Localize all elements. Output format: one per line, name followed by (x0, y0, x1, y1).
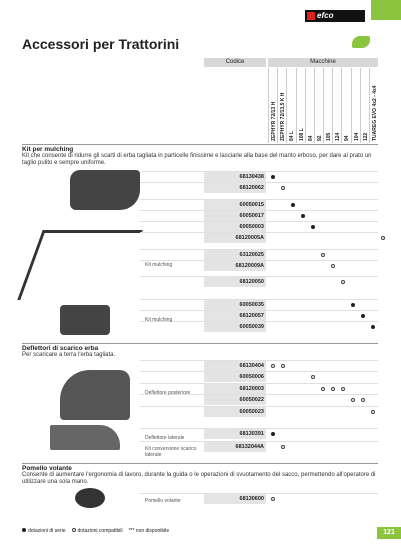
machine-name: 84 (307, 135, 314, 141)
optional-mark-icon (72, 528, 76, 532)
machine-col-header (277, 68, 286, 143)
optional-mark-icon (341, 387, 345, 391)
machine-name: 84 L (289, 130, 296, 141)
machine-name: TUAREG EVO 4x2 - 4x4 (371, 85, 378, 141)
section-title: Kit per mulching (22, 144, 378, 153)
standard-mark-icon (301, 214, 305, 218)
product-code: 68130438 (239, 174, 264, 180)
machine-headers (268, 68, 378, 143)
machine-col-header (305, 68, 314, 143)
table-row (140, 406, 378, 417)
product-code: 60050023 (239, 409, 264, 415)
table-row (140, 210, 378, 221)
rear-deflector-image (60, 370, 130, 420)
row-group-label: Kit mulching (145, 317, 173, 323)
product-code: 68120057 (239, 313, 264, 319)
section-desc: Kit che consente di ridurre gli scarti di erba tagliata in particelle finissime e lasciarle alla base del manto erboso, per dare al prato un taglio pulito e sempre uniforme. (22, 153, 372, 166)
product-code: 60050017 (239, 213, 264, 219)
green-corner-tab (371, 0, 401, 20)
section-desc: Consente di aumentare l'ergonomia di lavoro, durante la guida o le operazioni di svuotamento del sacco, permettendo all'operatore di utilizzare una sola mano. (22, 472, 376, 485)
header-macchine: Macchine (268, 58, 378, 67)
machine-name: 108 L (298, 128, 305, 141)
table-row (140, 221, 378, 232)
section-kit-mulching (22, 144, 378, 167)
standard-mark-icon (291, 203, 295, 207)
product-code: 68120003 (239, 386, 264, 392)
machine-name: 104 (353, 132, 360, 141)
machine-col-header (332, 68, 341, 143)
standard-mark-icon (271, 175, 275, 179)
side-deflector-image (50, 425, 120, 450)
product-code: 60050035 (239, 302, 264, 308)
table-row (140, 249, 378, 260)
table-row (140, 299, 378, 310)
machine-name: 92 (316, 135, 323, 141)
legend-na: *** non disponibile (128, 528, 170, 534)
optional-mark-icon (281, 186, 285, 190)
machine-name: 105 (326, 132, 333, 141)
machine-col-header (268, 68, 277, 143)
machine-col-header (314, 68, 323, 143)
mulching-kit-image (70, 170, 140, 210)
product-code: 68130404 (239, 363, 264, 369)
efco-logo (305, 10, 365, 22)
optional-mark-icon (281, 364, 285, 368)
machine-name: 122 (362, 132, 369, 141)
product-code: 68130600 (239, 496, 264, 502)
section-deflettori (22, 343, 378, 359)
product-code: 63120025 (239, 252, 264, 258)
standard-mark-icon (271, 432, 275, 436)
optional-mark-icon (331, 264, 335, 268)
knob-image (75, 488, 105, 508)
page-title: Accessori per Trattorini (22, 36, 180, 52)
table-row (140, 276, 378, 287)
machine-col-header (296, 68, 305, 143)
legend-opt: dotazioni compatibili (77, 528, 123, 534)
section-pomello (22, 463, 378, 486)
machine-col-header (323, 68, 332, 143)
row-group-label: Kit mulching (145, 262, 173, 268)
product-code: 68130391 (239, 431, 264, 437)
product-code: 60050015 (239, 202, 264, 208)
machine-name: ZEPHYR 72/13,5 K H (280, 92, 287, 141)
logo-text: efco (317, 11, 334, 20)
standard-mark-icon (311, 225, 315, 229)
product-code: 60050003 (239, 224, 264, 230)
logo-mark-icon (307, 12, 315, 20)
optional-mark-icon (371, 410, 375, 414)
page-number: 121 (377, 527, 401, 539)
machine-name: 124 (335, 132, 342, 141)
product-code: 68120005A (235, 235, 264, 241)
optional-mark-icon (271, 364, 275, 368)
optional-mark-icon (331, 387, 335, 391)
machine-col-header (341, 68, 350, 143)
table-row (140, 171, 378, 182)
machine-col-header (286, 68, 295, 143)
row-group-label: Deflettore posteriore (145, 390, 191, 396)
machine-name: ZEPHYR 72/13 H (271, 101, 277, 141)
optional-mark-icon (311, 375, 315, 379)
optional-mark-icon (381, 236, 385, 240)
legend-std: dotazioni di serie (28, 528, 66, 534)
optional-mark-icon (341, 280, 345, 284)
row-group-label: Kit conversione scarico laterale (145, 446, 197, 458)
section-desc: Per scaricare a terra l'erba tagliata. (22, 352, 116, 358)
standard-mark-icon (22, 528, 26, 532)
optional-mark-icon (351, 398, 355, 402)
optional-mark-icon (361, 398, 365, 402)
table-row (140, 360, 378, 371)
section-title: Pomello volante (22, 463, 378, 472)
table-row (140, 182, 378, 193)
optional-mark-icon (281, 445, 285, 449)
section-title: Deflettori di scarico erba (22, 343, 378, 352)
machine-col-header (360, 68, 369, 143)
product-code: 60050006 (239, 374, 264, 380)
product-code: 68120050 (239, 279, 264, 285)
mulching-parts-image (60, 305, 110, 335)
mulching-rod-image (17, 230, 142, 300)
product-code: 60050039 (239, 324, 264, 330)
product-code: 60050022 (239, 397, 264, 403)
leaf-icon (352, 36, 370, 48)
standard-mark-icon (351, 303, 355, 307)
optional-mark-icon (271, 497, 275, 501)
standard-mark-icon (361, 314, 365, 318)
product-code: 68132044A (235, 444, 264, 450)
optional-mark-icon (321, 253, 325, 257)
row-group-label: Pomello volante (145, 498, 181, 504)
table-row (140, 199, 378, 210)
table-row (140, 232, 378, 243)
row-group-label: Deflettore laterale (145, 435, 185, 441)
optional-mark-icon (321, 387, 325, 391)
standard-mark-icon (371, 325, 375, 329)
product-code: 68120062 (239, 185, 264, 191)
machine-name: 94 (344, 135, 351, 141)
product-code: 68120009A (235, 263, 264, 269)
legend (22, 528, 169, 534)
table-row (140, 371, 378, 382)
header-codice: Codice (204, 58, 266, 67)
machine-col-header (369, 68, 378, 143)
machine-col-header (351, 68, 360, 143)
